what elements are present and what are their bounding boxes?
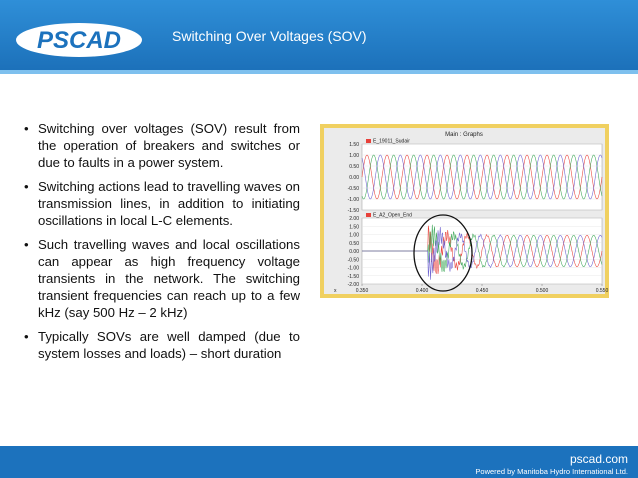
y-tick-label: -0.50: [347, 257, 359, 264]
y-tick-label: 1.50: [349, 224, 359, 231]
y-tick-label: 2.00: [349, 216, 359, 222]
bullet-item: • Typically SOVs are well damped (due to system losses and loads) – short duration: [24, 328, 300, 362]
y-tick-label: 0.50: [349, 164, 359, 170]
y-tick-label: 0.00: [349, 249, 359, 255]
y-tick-label: -1.50: [347, 273, 359, 280]
y-tick-label: -0.50: [347, 186, 359, 192]
y-tick-label: 1.00: [349, 232, 359, 239]
y-tick-label: -1.50: [347, 208, 359, 214]
pscad-logo: [14, 20, 150, 60]
graph-panel: [320, 124, 609, 298]
bullet-list: [24, 120, 300, 369]
header-stripe: [0, 70, 638, 74]
x-tick-label: 0.500: [535, 288, 549, 294]
header-bar: [0, 0, 638, 74]
legend-marker: [366, 139, 371, 143]
y-tick-label: -1.00: [347, 265, 359, 272]
chart-title: Main : Graphs: [445, 132, 483, 138]
y-tick-label: 0.50: [349, 240, 359, 247]
y-tick-label: -2.00: [347, 282, 359, 288]
x-tick-label: 0.450: [475, 288, 489, 294]
x-tick-label: 0.350: [355, 288, 369, 294]
y-tick-label: -1.00: [347, 197, 359, 203]
x-tick-label: 0.550: [595, 288, 609, 294]
legend-label: E_19011_Sudair: [373, 138, 410, 145]
y-tick-label: 1.00: [349, 153, 359, 159]
y-tick-label: 1.50: [349, 142, 359, 148]
footer-powered-by: Powered by Manitoba Hydro International Ltd.: [475, 467, 628, 476]
logo-text: PSCAD: [36, 27, 122, 54]
page-title: Switching Over Voltages (SOV): [172, 28, 367, 44]
legend-label: E_A2_Open_End: [373, 212, 412, 219]
bullet-item: • Switching actions lead to travelling waves on transmission lines, in addition to initiating oscillations in local L-C elements.: [24, 178, 300, 229]
footer-site-link[interactable]: pscad.com: [569, 452, 628, 466]
bullet-item: • Such travelling waves and local oscillations can appear as high frequency voltage transients in the network. The switching transient frequencies can reach up to a few kHz (say 500 Hz – 2 kHz): [24, 236, 300, 321]
y-tick-label: 0.00: [349, 175, 359, 181]
bullet-item: • Switching over voltages (SOV) result from the operation of breakers and switches or due to faults in a power system.: [24, 120, 300, 171]
legend-marker: [366, 213, 371, 217]
x-axis-label: x: [334, 288, 337, 294]
x-tick-label: 0.400: [415, 288, 429, 294]
